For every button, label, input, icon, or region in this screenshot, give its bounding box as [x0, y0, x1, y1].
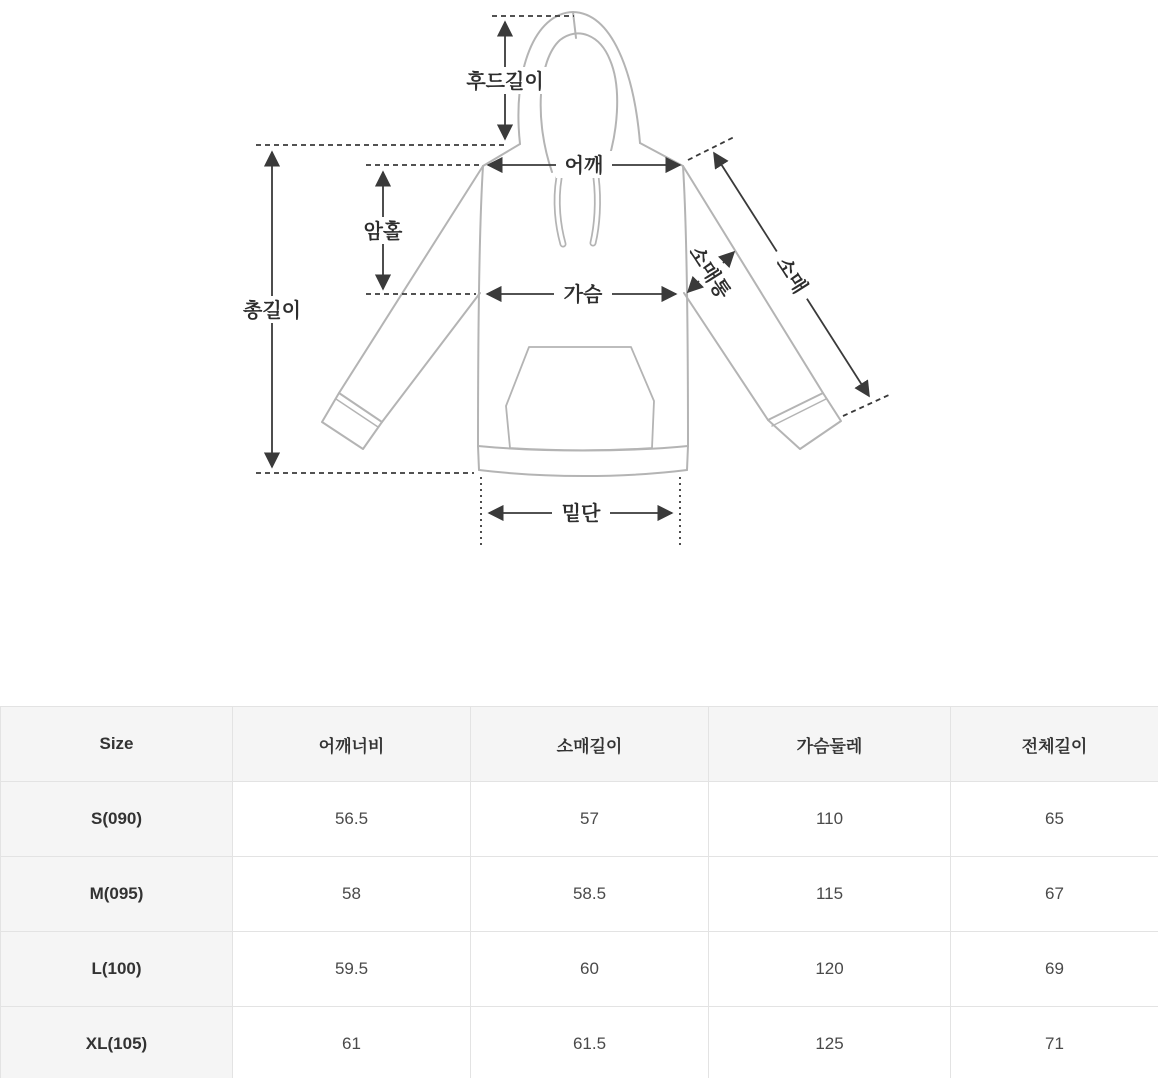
hem-label: 밑단: [561, 503, 601, 525]
sleeve-left-inner: [382, 293, 480, 422]
pocket: [506, 347, 654, 450]
sleeve-left-outer: [339, 166, 483, 393]
value-cell: 69: [951, 932, 1158, 1007]
chest-label: 가슴: [563, 284, 603, 306]
sleeve-bottom-dashed-line: [843, 394, 891, 416]
value-cell: 59.5: [233, 932, 471, 1007]
table-row-xl: [1, 1007, 1158, 1078]
sleeve-right-inner: [684, 293, 768, 420]
hood-length-label: 후드길이: [466, 71, 544, 93]
value-cell: 57: [471, 782, 709, 857]
hem-band-right: [687, 446, 688, 470]
total-length-label: 총길이: [243, 300, 301, 322]
value-cell: 56.5: [233, 782, 471, 857]
sleeve-width-label-group: [684, 241, 736, 303]
sleeve-label-group: [766, 244, 818, 305]
value-cell: 61.5: [471, 1007, 709, 1078]
value-cell: 110: [709, 782, 951, 857]
table-row-s: [1, 782, 1158, 857]
size-cell: M(095): [1, 857, 233, 932]
value-cell: 71: [951, 1007, 1158, 1078]
hem-band-bottom: [479, 470, 687, 476]
value-cell: 60: [471, 932, 709, 1007]
value-cell: 58: [233, 857, 471, 932]
body-right-edge: [683, 166, 688, 446]
column-header-sleeve-length: 소매길이: [471, 707, 709, 782]
column-header-chest-circumference: 가슴둘레: [709, 707, 951, 782]
size-cell: S(090): [1, 782, 233, 857]
column-header-size: Size: [1, 707, 233, 782]
sleeve-top-dashed-line: [688, 137, 734, 160]
value-cell: 125: [709, 1007, 951, 1078]
column-header-shoulder-width: 어깨너비: [233, 707, 471, 782]
shoulder-label: 어깨: [564, 155, 604, 177]
value-cell: 67: [951, 857, 1158, 932]
size-table-header-row: [1, 707, 1158, 782]
measurement-labels: [235, 67, 818, 526]
armhole-label: 암홀: [363, 221, 403, 243]
column-header-total-length: 전체길이: [951, 707, 1158, 782]
sleeve-width-arrow-upper: [723, 252, 734, 263]
hem-band-left: [478, 446, 479, 470]
size-cell: L(100): [1, 932, 233, 1007]
value-cell: 120: [709, 932, 951, 1007]
value-cell: 58.5: [471, 857, 709, 932]
value-cell: 115: [709, 857, 951, 932]
value-cell: 61: [233, 1007, 471, 1078]
sleeve-width-label: 소매통: [684, 242, 735, 303]
sleeve-label: 소매: [771, 253, 811, 298]
size-cell: XL(105): [1, 1007, 233, 1078]
cuff-left: [322, 393, 382, 449]
cuff-right: [768, 393, 841, 449]
shoulder-right-seam: [640, 143, 683, 166]
size-table: [0, 706, 1158, 1078]
shoulder-left-seam: [483, 144, 520, 166]
body-left-edge: [478, 166, 483, 446]
value-cell: 65: [951, 782, 1158, 857]
table-row-l: [1, 932, 1158, 1007]
sleeve-width-arrow-lower: [688, 281, 699, 292]
table-row-m: [1, 857, 1158, 932]
